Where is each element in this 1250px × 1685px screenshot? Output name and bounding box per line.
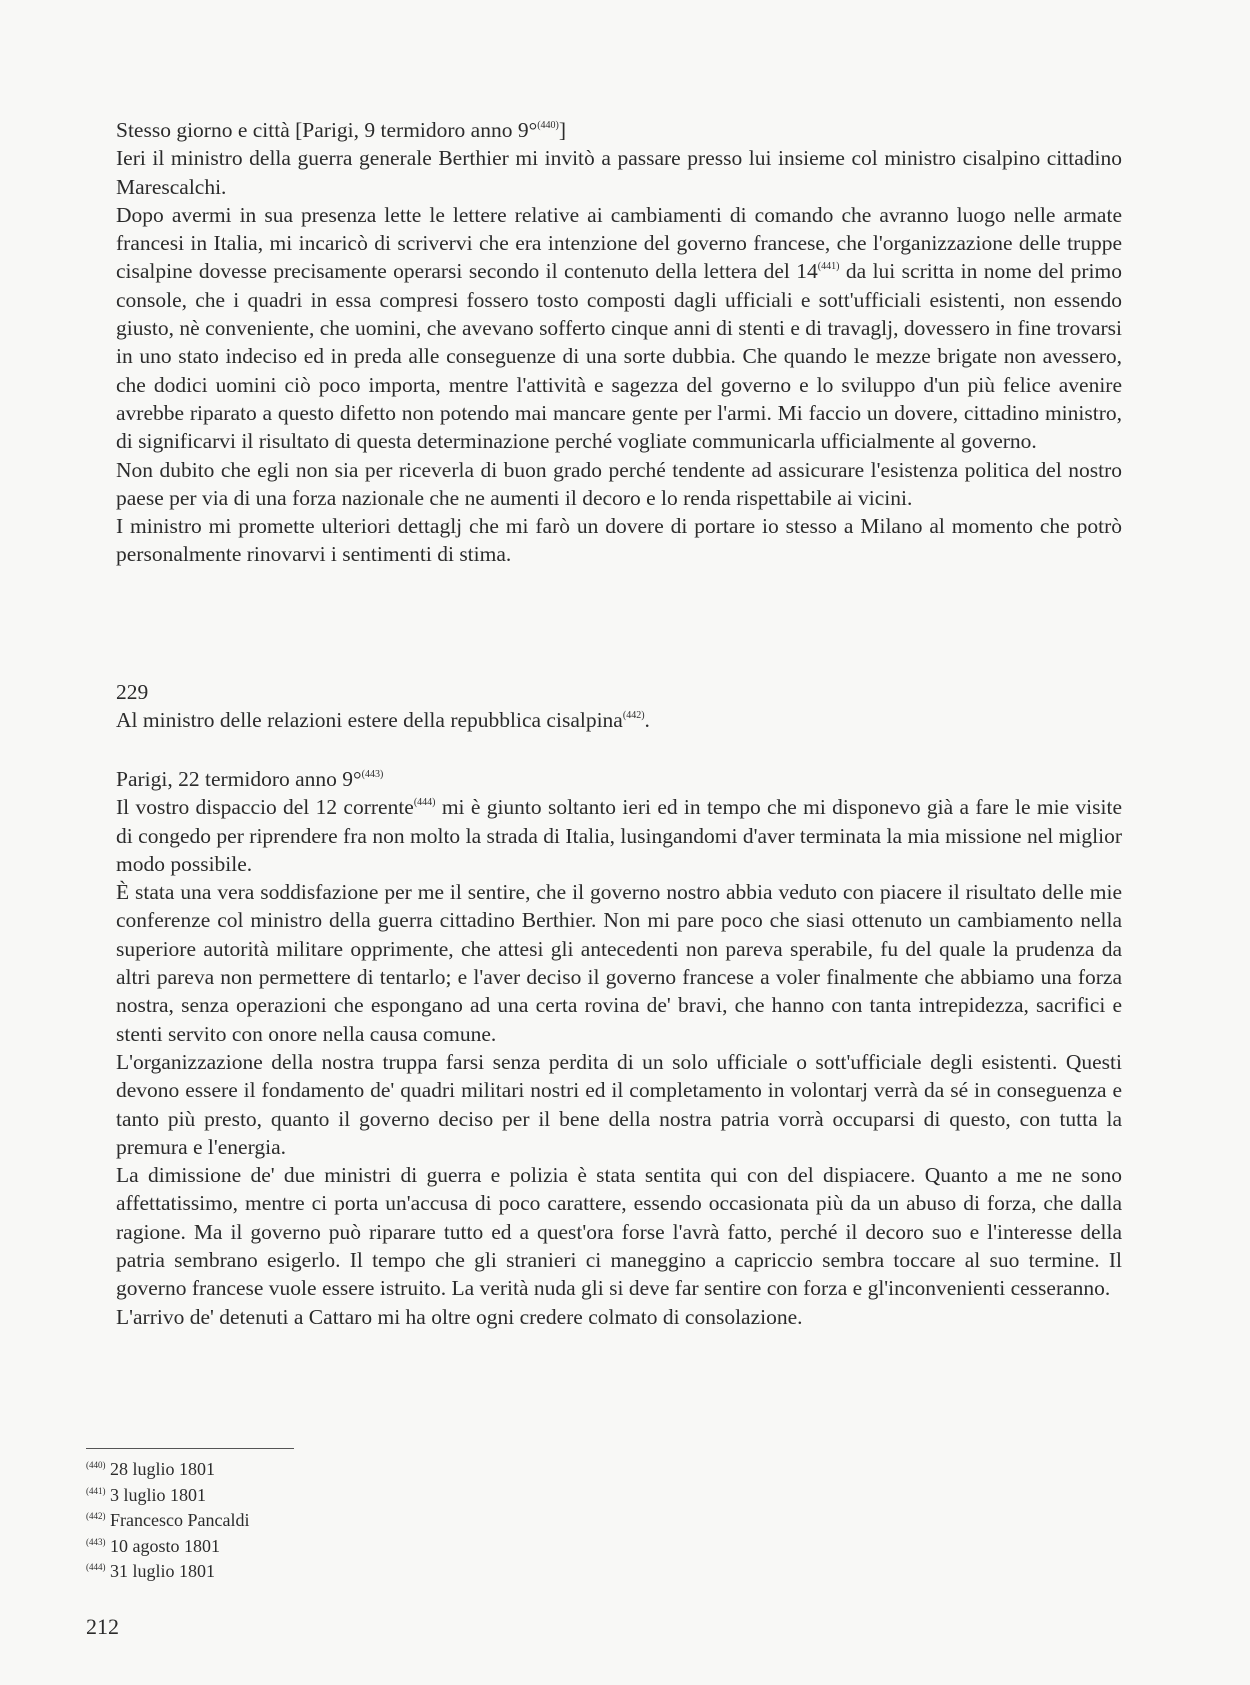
footnotes <box>86 1457 249 1585</box>
letter-number: 229 <box>116 680 149 704</box>
footnote: $^{(444)}$ 31 luglio 1801 <box>86 1561 216 1581</box>
footnote: $^{(442)}$ Francesco Pancaldi <box>86 1510 250 1530</box>
paragraph: È stata una vera soddisfazione per me il sentire, che il governo nostro abbia veduto con piacere il risultato delle mie conferenze col ministro della guerra cittadino Berthier. Non mi pare poco che siasi ottenuto un cambiamento nella superiore autorità militare opprimente, che attesi gli antecedenti non pareva sperabile, fu del quale la prudenza da altri pareva non permettere di tentarlo; e l'aver deciso il governo francese a voler finalmente che abbiamo una forza nostra, senza operazioni che espongano ad una certa rovina de' bravi, che hanno con tanta intrepidezza, sacrifici e stenti servito con onore nella causa comune. <box>116 880 1122 1046</box>
paragraph: I ministro mi promette ulteriori dettaglj che mi farò un dovere di portare io stesso a Milano al momento che potrò personalmente rinovarvi i sentimenti di stima. <box>116 514 1122 567</box>
footnote-ref: (443) <box>361 769 384 780</box>
footnote-ref: (444) <box>413 797 436 809</box>
footnote: $^{(440)}$ 28 luglio 1801 <box>86 1459 216 1479</box>
footnote-divider <box>86 1448 294 1449</box>
paragraph: Non dubito che egli non sia per riceverla di buon grado perché tendente ad assicurare l'esistenza politica del nostro paese per via di una forza nazionale che ne aumenti il decoro e lo renda rispettabile ai vicini. <box>116 457 1122 510</box>
letter-recipient: Al ministro delle relazioni estere della repubblica cisalpina$^{(442)}$. <box>116 708 650 733</box>
paragraph: Il vostro dispaccio del 12 corrente$^{(444)}$ mi è giunto soltanto ieri ed in tempo che mi disponevo già a fare le mie visite di congedo per riprendere fra non molto la strada di Italia, lusingandomi d'aver terminata la mia missione nel miglior modo possibile. <box>116 795 1122 876</box>
footnote-ref: (440) <box>537 120 559 131</box>
footnote: $^{(441)}$ 3 luglio 1801 <box>86 1484 207 1505</box>
paragraph: Ieri il ministro della guerra generale Berthier mi invitò a passare presso lui insieme col ministro cisalpino cittadino Marescalchi. <box>116 146 1122 199</box>
footnote-ref: (441) <box>817 261 840 273</box>
letter-229-header <box>116 678 1122 735</box>
paragraph: L'organizzazione della nostra truppa farsi senza perdita di un solo ufficiale o sott'ufficiale degli esistenti. Questi devono essere il fondamento de' quadri militari nostri ed il completamento in volontarj verrà da sé in conseguenza e tanto più presto, quanto il governo deciso per il bene della nostra patria vorrà occuparsi di questo, con tutta la premura e l'energia. <box>116 1049 1122 1159</box>
paragraph: L'arrivo de' detenuti a Cattaro mi ha oltre ogni credere colmato di consolazione. <box>116 1304 803 1329</box>
letter-heading: Stesso giorno e città [Parigi, 9 termidoro anno 9°$^{(440)}$] <box>116 118 567 142</box>
paragraph: La dimissione de' due ministri di guerra e polizia è stata sentita qui con del dispiacere. Quanto a me ne sono affettatissimo, mentre ci porta un'accusa di poco carattere, essendo occasionata più da un abuso di forza, che dalla ragione. Ma il governo può riparare tutto ed a quest'ora forse l'avrà fatto, perché il decoro suo e l'interesse della patria sembrano esigerlo. Il tempo che gli stranieri ci maneggino a capriccio sembra toccare al suo termine. Il governo francese vuole essere istruito. La verità nuda gli si deve far sentire con forza e gl'inconvenienti cesseranno. <box>116 1163 1122 1301</box>
footnote-ref: (442) <box>622 710 645 722</box>
letter-dateline: Parigi, 22 termidoro anno 9°$^{(443)}$ <box>116 767 384 791</box>
footnote: $^{(443)}$ 10 agosto 1801 <box>86 1535 220 1556</box>
paragraph: Dopo avermi in sua presenza lette le lettere relative ai cambiamenti di comando che avranno luogo nelle armate francesi in Italia, mi incaricò di scrivervi che era intenzione del governo francese, che l'organizzazione delle truppe cisalpine dovesse precisamente operarsi secondo il contenuto della lettera del 14$^{(441)}$ da lui scritta in nome del primo console, che i quadri in essa compresi fossero tosto composti dagli ufficiali e sott'ufficiali esistenti, non essendo giusto, nè conveniente, che uomini, che avevano sofferto cinque anni di stenti e di travaglj, dovessero in fine trovarsi in uno stato indeciso ed in preda alle conseguenze di una sorte dubbia. Che quando le mezze brigate non avessero, che dodici uomini ciò poco importa, mentre l'attività e sagezza del governo e lo sviluppo d'un più felice avenire avrebbe riparato a questo difetto non potendo mai mancare gente per l'armi. Mi faccio un dovere, cittadino ministro, di significarvi il risultato di questa determinazione perché vogliate communicarla ufficialmente al governo. <box>116 202 1122 454</box>
letter-228 <box>116 116 1122 569</box>
letter-229 <box>116 765 1122 1331</box>
page-number: 212 <box>86 1614 119 1639</box>
